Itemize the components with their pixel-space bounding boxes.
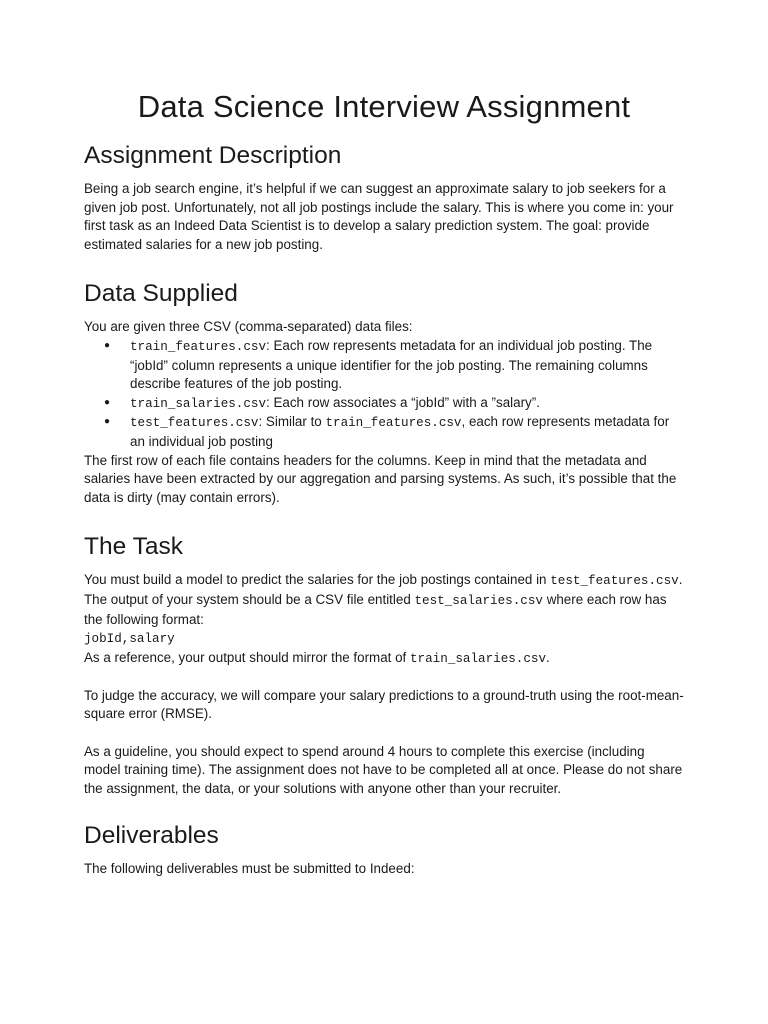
file-name: test_features.csv: [130, 416, 259, 431]
task-text: As a reference, your output should mirror the format of: [84, 649, 410, 665]
heading-the-task: The Task: [84, 533, 183, 561]
file-name: train_features.csv: [325, 416, 462, 431]
heading-assignment-description: Assignment Description: [84, 142, 342, 169]
data-files-list: [84, 337, 684, 452]
list-item-text: , each row represents metadata for an individual job posting: [130, 414, 670, 449]
task-text: .: [546, 649, 550, 665]
heading-data-supplied: Data Supplied: [84, 280, 238, 308]
list-item: [130, 394, 684, 414]
list-item: [130, 413, 684, 451]
deliverables-intro: The following deliverables must be submitted to Indeed:: [84, 861, 415, 877]
data-supplied-note: The first row of each file contains headers for the columns. Keep in mind that the metadata and salaries have been extracted by our aggregation and parsing systems. As such, it’s possible that the data is dirty (may contain errors).: [84, 452, 677, 505]
document-title: Data Science Interview Assignment: [137, 89, 631, 124]
file-name: train_salaries.csv: [130, 396, 267, 411]
section-data-supplied: [84, 278, 684, 507]
file-name: train_features.csv: [130, 339, 267, 354]
task-text: You must build a model to predict the salaries for the job postings contained in: [84, 572, 551, 588]
guideline-paragraph: As a guideline, you should expect to spend around 4 hours to complete this exercise (including model training time). The assignment does not have to be completed all at once. Please do not share the assignment, the data, or your solutions with anyone other than your recruiter.: [84, 743, 683, 796]
section-the-task: [84, 531, 684, 798]
task-text: where each row has the following format:: [84, 591, 667, 627]
file-name: test_salaries.csv: [414, 593, 543, 608]
section-deliverables: [84, 820, 684, 879]
file-name: test_features.csv: [550, 574, 679, 589]
file-name: train_salaries.csv: [410, 651, 547, 666]
data-supplied-intro: You are given three CSV (comma-separated) data files:: [84, 319, 413, 335]
list-item-text: : Similar to: [258, 414, 326, 430]
output-format-line: jobId,salary: [84, 632, 175, 647]
list-item-text: : Each row represents metadata for an individual job posting. The “jobId” column represents a unique identifier for the job posting. The remaining columns describe features of the job posting.: [130, 337, 653, 392]
heading-deliverables: Deliverables: [84, 822, 219, 850]
list-item: [130, 337, 684, 394]
list-item-text: : Each row associates a “jobId” with a ”salary”.: [266, 394, 540, 410]
accuracy-paragraph: To judge the accuracy, we will compare your salary predictions to a ground-truth using the root-mean-square error (RMSE).: [84, 687, 684, 722]
task-text: . The output of your system should be a CSV file entitled: [84, 572, 683, 607]
task-paragraph: [84, 571, 684, 668]
section-assignment-description: [84, 140, 684, 254]
description-paragraph: Being a job search engine, it’s helpful if we can suggest an approximate salary to job seekers for a given job post. Unfortunately, not all job postings include the salary. This is where you come in: your first task as an Indeed Data Scientist is to develop a salary prediction system. The goal: provide estimated salaries for a new job posting.: [84, 181, 674, 252]
